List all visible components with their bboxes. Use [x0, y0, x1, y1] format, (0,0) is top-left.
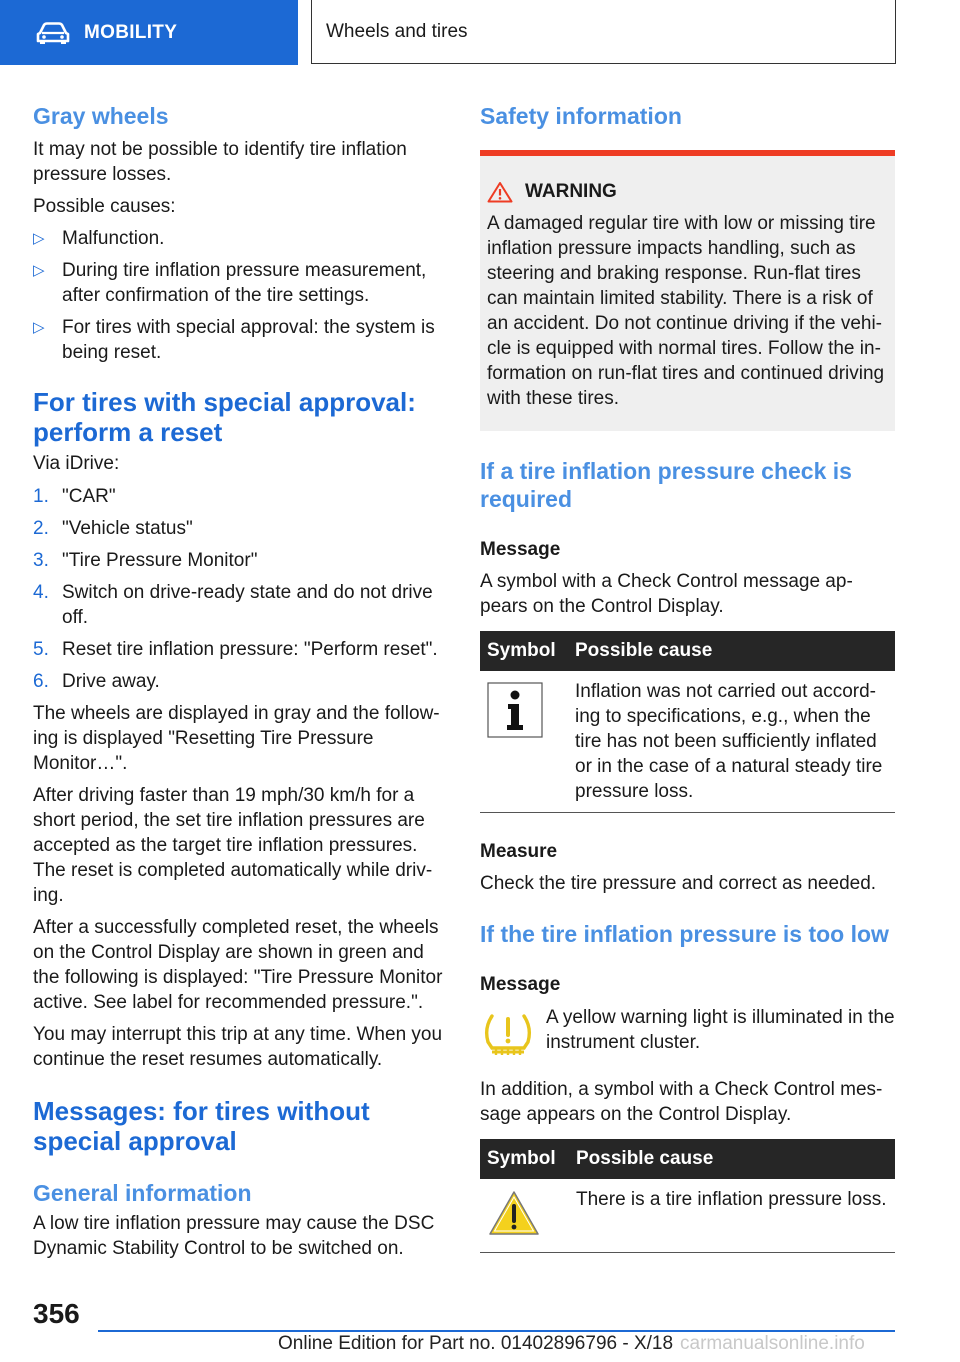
warning-triangle-icon [487, 181, 513, 203]
list-item: 6. Drive away. [33, 671, 160, 692]
warning-text: A damaged regular tire with low or missing tire inflation pressure impacts handling, such as steering and braking response. Run-flat tires can maintain limited stability. There is a risk of an accident. Do not continue driving if the vehi‐cle is equipped with normal tires. Follow the in‐formation on run-flat tires and continued driving with these tires. [487, 213, 885, 409]
measure-text: Check the tire pressure and correct as needed. [480, 873, 877, 894]
column-header: Symbol [480, 631, 568, 671]
cause-cell: Inflation was not carried out accord‐ing to specifications, e.g., when the tire has not been sufficiently inflated or in the case of a natural steady tire pressure loss. [568, 671, 895, 813]
list-item: 4. Switch on drive-ready state and do not drive off. [33, 582, 433, 628]
heading-safety-information: Safety information [480, 103, 682, 129]
triangle-bullet-icon: ▷ [33, 230, 45, 247]
causes-list [33, 226, 448, 365]
list-item: 2. "Vehicle status" [33, 518, 193, 539]
right-column [480, 100, 895, 1253]
table-row [480, 1179, 895, 1253]
reset-paragraph: After driving faster than 19 mph/30 km/h for a short period, the set tire inflation pressures are accepted as the target tire inflation pressures. The reset is completed automatically while driv‐ing. [33, 785, 433, 906]
heading-general-information: General information [33, 1180, 252, 1206]
cause-cell: There is a tire inflation pressure loss. [569, 1179, 895, 1253]
column-header: Possible cause [568, 631, 895, 671]
column-header: Symbol [480, 1139, 569, 1179]
warning-label: WARNING [525, 181, 617, 202]
chapter-title: Wheels and tires [326, 20, 468, 42]
footer-rule [98, 1330, 895, 1332]
car-icon [36, 22, 70, 44]
table-header-row [480, 1139, 895, 1179]
warning-light-row [480, 1005, 895, 1058]
symbol-cell [480, 1179, 569, 1253]
left-column [33, 100, 448, 1261]
yellow-warning-triangle-icon [487, 1189, 541, 1237]
table-row [480, 671, 895, 813]
symbol-table [480, 631, 895, 813]
general-information-text: A low tire inflation pressure may cause the DSC Dynamic Stability Control to be switched on. [33, 1213, 435, 1259]
addition-text: In addition, a symbol with a Check Control mes‐sage appears on the Control Display. [480, 1079, 883, 1125]
list-item: ▷ For tires with special approval: the system is being reset. [33, 317, 435, 363]
column-header: Possible cause [569, 1139, 895, 1179]
symbol-cell [480, 671, 568, 813]
list-item: 1. "CAR" [33, 486, 116, 507]
reset-paragraph: The wheels are displayed in gray and the follow‐ing is displayed "Resetting Tire Pressure Monitor…". [33, 703, 440, 774]
reset-steps [33, 484, 448, 694]
message-label: Message [480, 539, 561, 560]
gray-wheels-intro: It may not be possible to identify tire inflation pressure losses. [33, 139, 407, 185]
section-tab [0, 0, 298, 65]
heading-messages: Messages: for tires without special approval [33, 1096, 370, 1156]
heading-gray-wheels: Gray wheels [33, 103, 169, 129]
list-item: 5. Reset tire inflation pressure: "Perform reset". [33, 639, 438, 660]
list-item: ▷ Malfunction. [33, 228, 165, 249]
symbol-table [480, 1139, 895, 1253]
triangle-bullet-icon: ▷ [33, 319, 45, 336]
info-icon [487, 682, 543, 738]
heading-perform-reset: For tires with special approval: perform a reset [33, 387, 416, 447]
edition-text: Online Edition for Part no. 01402896796 - X/18 [278, 1333, 674, 1354]
possible-causes-label: Possible causes: [33, 196, 176, 217]
table-header-row [480, 631, 895, 671]
message-text: A symbol with a Check Control message ap‐pears on the Control Display. [480, 571, 853, 617]
warning-light-text: A yellow warning light is illuminated in the instrument cluster. [546, 1007, 895, 1053]
tire-pressure-warning-light-icon [480, 1010, 536, 1058]
section-title: MOBILITY [84, 21, 178, 43]
heading-check-required: If a tire inflation pressure check is required [480, 458, 852, 512]
heading-too-low: If the tire inflation pressure is too low [480, 921, 889, 947]
chapter-tab [311, 0, 896, 64]
measure-label: Measure [480, 841, 558, 862]
via-idrive: Via iDrive: [33, 453, 120, 474]
warning-box [480, 150, 895, 431]
triangle-bullet-icon: ▷ [33, 262, 45, 279]
watermark: carmanualsonline.info [680, 1333, 865, 1354]
warning-title [487, 180, 887, 204]
page-number: 356 [33, 1298, 80, 1329]
list-item: 3. "Tire Pressure Monitor" [33, 550, 258, 571]
list-item: ▷ During tire inflation pressure measurement, after confirmation of the tire settings. [33, 260, 427, 306]
message-label: Message [480, 974, 561, 995]
reset-paragraph: You may interrupt this trip at any time. When you continue the reset resumes automatically. [33, 1024, 443, 1070]
reset-paragraph: After a successfully completed reset, the wheels on the Control Display are shown in green and the following is displayed: "Tire Pressure Monitor active. See label for recommended pressure.". [33, 917, 443, 1013]
